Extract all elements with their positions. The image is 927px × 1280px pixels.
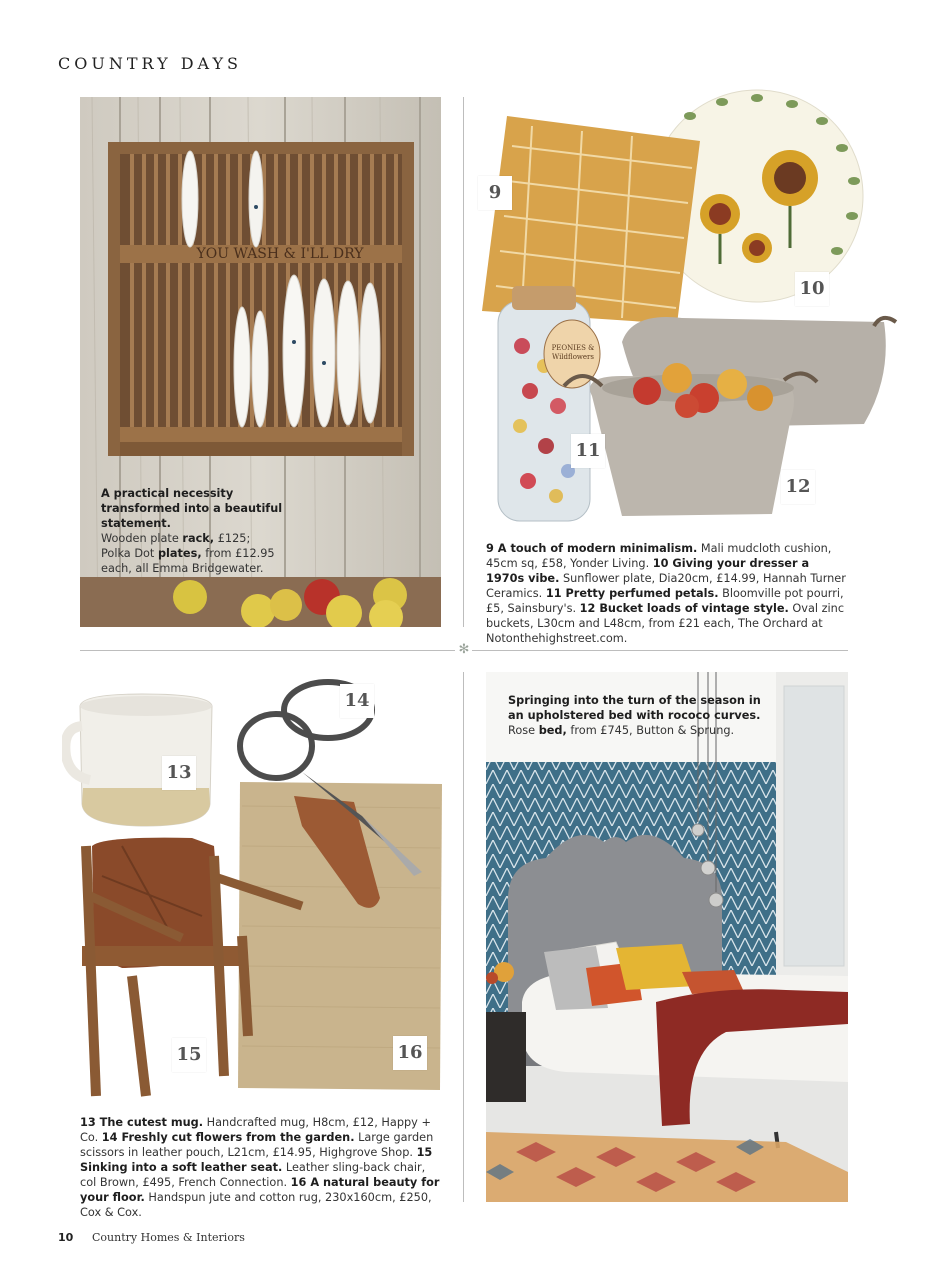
caption-text: £125; bbox=[214, 532, 251, 545]
caption-text: each, all Emma Bridgewater. bbox=[101, 562, 264, 575]
jar-tag: PEONIES & Wildflowers bbox=[551, 344, 595, 361]
caption-bold: 9 A touch of modern minimalism. bbox=[486, 542, 698, 555]
product-label-16: 16 bbox=[393, 1036, 427, 1070]
products-top-illustration bbox=[472, 86, 902, 526]
caption-text: Handspun jute and cotton rug, 230x160cm, £250, Cox & Cox. bbox=[80, 1191, 432, 1219]
caption-text: Sunflower plate, Dia20cm, £14.99, Hannah Turner Ceramics. bbox=[486, 572, 846, 600]
caption-text: from £12.95 bbox=[201, 547, 275, 560]
caption-text: Wooden plate bbox=[101, 532, 183, 545]
caption-text: Oval zinc buckets, L30cm and L48cm, from £21 each, The Orchard at Notonthehighstreet.com. bbox=[486, 602, 845, 645]
caption-text: Rose bbox=[508, 724, 539, 737]
bedroom-caption bbox=[508, 693, 763, 738]
bedroom-headline: Springing into the turn of the season in an upholstered bed with rococo curves. bbox=[508, 694, 761, 722]
caption-bold: rack, bbox=[182, 532, 215, 545]
caption-text: Handcrafted mug, H8cm, £12, Happy + Co. bbox=[80, 1116, 431, 1144]
rack-engraving: YOU WASH & I'LL DRY bbox=[196, 246, 364, 262]
row-divider-left bbox=[80, 650, 455, 651]
column-divider-top bbox=[463, 97, 464, 627]
divider-flourish-icon: ✻ bbox=[458, 642, 470, 657]
product-label-10: 10 bbox=[795, 272, 829, 306]
caption-text: Bloomville pot pourri, £5, Sainsbury's. bbox=[486, 587, 844, 615]
caption-text: Polka Dot bbox=[101, 547, 158, 560]
caption-bold: 14 Freshly cut flowers from the garden. bbox=[101, 1131, 355, 1144]
products-bottom-caption bbox=[80, 1115, 442, 1220]
bedroom-photo bbox=[486, 672, 848, 1202]
product-label-14: 14 bbox=[340, 684, 374, 718]
product-label-13: 13 bbox=[162, 756, 196, 790]
product-label-12: 12 bbox=[781, 470, 815, 504]
page-number: 10 bbox=[58, 1231, 74, 1244]
plate-rack-caption bbox=[101, 486, 316, 576]
caption-bold: 12 Bucket loads of vintage style. bbox=[579, 602, 789, 615]
row-divider-right bbox=[472, 650, 848, 651]
product-label-9: 9 bbox=[478, 176, 512, 210]
magazine-name: Country Homes & Interiors bbox=[92, 1231, 245, 1244]
product-label-15: 15 bbox=[172, 1038, 206, 1072]
caption-text: Leather sling-back chair, col Brown, £495, French Connection. bbox=[80, 1161, 426, 1189]
caption-text: Large garden scissors in leather pouch, L21cm, £14.95, Highgrove Shop. bbox=[80, 1131, 434, 1159]
caption-bold: 16 A natural beauty for your floor. bbox=[80, 1176, 440, 1204]
products-bottom-photo bbox=[62, 676, 452, 1102]
caption-bold: plates, bbox=[157, 547, 202, 560]
caption-bold: 10 Giving your dresser a 1970s vibe. bbox=[486, 557, 810, 585]
product-label-11: 11 bbox=[571, 434, 605, 468]
caption-bold: bed, bbox=[538, 724, 567, 737]
caption-text: from £745, Button & Sprung. bbox=[566, 724, 735, 737]
products-top-caption bbox=[486, 541, 851, 646]
caption-bold: 11 Pretty perfumed petals. bbox=[545, 587, 719, 600]
plate-rack-headline: A practical necessity transformed into a beautiful statement. bbox=[101, 487, 283, 530]
bedroom-illustration bbox=[486, 672, 848, 1202]
section-title: COUNTRY DAYS bbox=[58, 54, 242, 73]
products-top-photo bbox=[472, 86, 902, 526]
column-divider-bottom bbox=[463, 672, 464, 1202]
caption-bold: 15 Sinking into a soft leather seat. bbox=[80, 1146, 433, 1174]
caption-text: Mali mudcloth cushion, 45cm sq, £58, Yonder Living. bbox=[486, 542, 832, 570]
caption-bold: 13 The cutest mug. bbox=[80, 1116, 204, 1129]
